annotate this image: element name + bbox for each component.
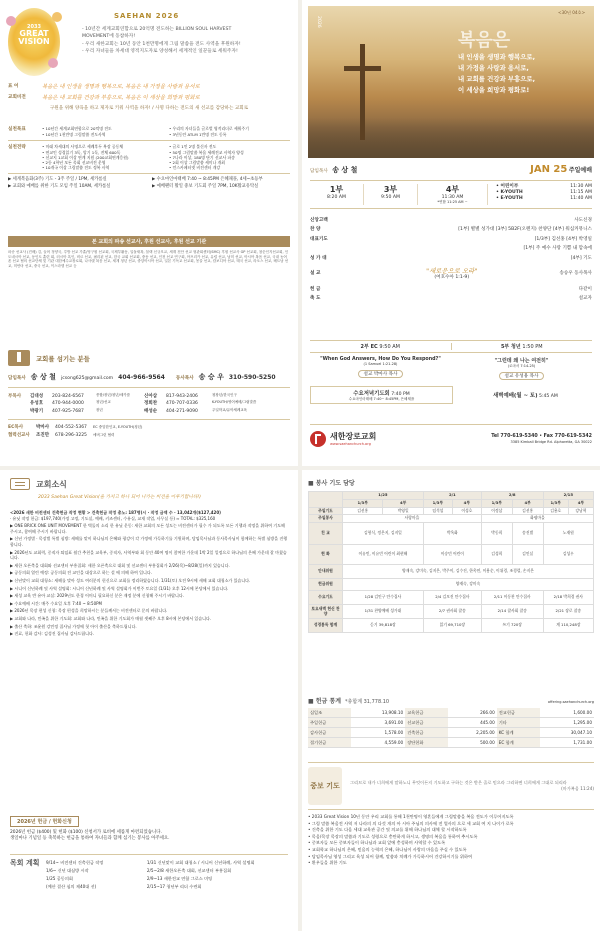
cell: 선교헌금 [405,718,448,728]
cell: 2/14 찰사회 찰송 [481,605,543,619]
staff-role: 장년 [96,407,103,412]
offering-request-line: 2026년 헌금 ($400) 및 헌화 ($100) 신청서가 로비에 세롭게 마련되었습니다. [10,830,162,835]
cell: 사랑마을 [343,515,482,523]
finance-table [308,708,594,748]
prayer-item: • 환우들을 위한 기도 [308,860,347,866]
cell: 2,205.00 [448,728,496,738]
pastors-block: 교회를 섬기는 분들 담임목사 송 상 철 jcsong625@gmail.com 404-966-9564 동사목사 송 승 우 310-590-5250 부목사 김대성 203-824-6567 종합/장년/청년/세카룸 신아삼 817-943-2406 청장년/한국인구 유성호 470-944-0000 청년/선교 정희찬 470-707-0336 K-YOUTH/영어예배/그림말씀 박광기 407-925-7687 장년 배성순 404-271-9090 주일학교/유아세례교육 EC목사 박마사 404-552-5367 EC 중앙한인교, E-YOUTH(청년) 협력선교사 조진만 678-296-3225 에버그린 협력 [8,350,290,439]
senior-pastor-label: 담임목사 [8,376,26,381]
staff-role: 청장년/한국인구 [212,393,237,397]
cell: 1,600.00 [540,708,594,718]
pastors-title: 교회를 섬기는 분들 [36,354,90,363]
pastoral-schedule [10,854,288,891]
assoc-pastor-label: 동사목사 [175,376,194,381]
date-header: 2/15 [543,492,593,500]
table-row [309,515,594,523]
staff-phone: 470-707-0336 [166,401,198,407]
cell: 강남혁 [568,507,593,515]
order-label [310,244,344,253]
cell: 박옥화 [423,523,481,545]
service-date-label: 주일예배 [568,167,592,174]
cell: 임석섭 [423,507,452,515]
missionary-block [8,236,290,338]
blessing-right: 설교자 [578,296,592,302]
service-4 [418,184,488,205]
schedule-item: 2/15~17 청년부 리더 수련회 [146,884,202,889]
prayer-quote: 그리므로 내가 너희에게 말하노니 무엇이든지 기도하고 구하는 것은 받은 줄로 믿으라 그리하면 너희에게 그대로 되리라 [350,780,567,785]
practice-item: • 10년간 세계교회연합으로 20억명 전도 [42,126,112,131]
cell: 김용호 [543,507,568,515]
youth-service-time: 11:40 AM [570,196,592,202]
cell: 송진별 [512,523,543,545]
table-row [309,523,594,545]
motto-block [8,82,290,115]
row-label: 수요기도 [309,591,343,605]
finance-url[interactable]: offering.saehanchurch.org [547,700,594,704]
cell: 3,691.00 [351,718,405,728]
cell: 교육헌금 [405,708,448,718]
order-text: [1부] 주 예수 사랑 기쁨 내 맘속에 [523,246,592,252]
offering-request-line: 생일마나 기념일 등 축복하는 헌금을 통하여 자녀들과 함께 섬기는 봉사를 아주세요. [10,836,170,841]
order-label: 신앙고백 [310,218,328,223]
ec-service-label: 2부 EC [360,344,378,350]
table-row [309,545,594,565]
news-item: ▶ 출산 축하: 조윤원 강민정 집사님 가정에 첫 아이 출산을 축하드립니다. [10,623,137,629]
order-label: 찬 양 [310,227,321,233]
date-header: 2/1 [423,492,481,500]
vision-line: - 우리 새한교회는 10년 동안 1천만명에게 그림 말씀을 전도 사역을 후원하자! [82,41,241,47]
prayer-item: • 중보자들 모든 중보자들이 하나님과 교회 앞에 충성하며 사역할 수 있도록 [308,840,446,846]
table-row [309,579,594,591]
subcol: 1/3부 [481,499,512,507]
assoc-pastor-name: 송 승 우 [198,373,224,381]
cell: 화평마을 [481,515,593,523]
news-item: ▶ 2026년 목장 편성 신청: 목장 편성을 희망하시는 분들께서는 비전센터로 문의 바랍니다. [10,608,168,614]
cell: 건축헌금 [405,728,448,738]
mission-statement: 구원을 위해 양육을 하고 제자로 키워 사역을 하자! / 사명 다하는 전도의 새 선교를 감당하는 교회로 [49,106,249,111]
staff-name: 신아삼 [144,394,158,399]
order-label: 대표기도 [310,236,328,242]
news-icon [10,478,30,490]
service-name: 3부 [383,185,398,194]
order-text: [1부] 별별 성가대 [3부] 5B2F(오렌지) 찬양단 [4부] 워십커뮤니스 [458,227,592,233]
cell: 김인실 [512,545,543,565]
table-row [309,507,594,515]
table-row [308,728,594,738]
prayer-meeting: ▶ 예배팬터 활일 중보 기도회 주일 7PM, 10K활교유탁실 [152,184,259,190]
page-worship [302,0,600,466]
church-logo-icon [310,431,326,447]
ec-sermon-ref: (1 Samuel 1:21-28) [363,362,398,366]
service-roles-table [308,491,594,633]
church-address: 3385 Kimball Bridge Rd. Alpharetta, GA 30022 [510,440,592,445]
cell: 이정삼 [481,507,512,515]
hero-line: 이 세상을 희망과 평화로! [458,86,530,94]
prayer-meeting: ▶ 수요마인마태배 7:40 ~ 8:45PM 은혜채플, 4세~초등부 [152,177,263,183]
cell: 266.00 [448,708,496,718]
staff-name: 김대성 [30,394,44,399]
service-note: *연합 11:25 AM ~ [437,200,468,204]
service-name: 4부 [445,185,460,194]
cell: 절기헌금 [308,738,351,748]
hero-line: 내 인생을 생명과 행복으로, [458,53,536,61]
youth-services [488,184,592,205]
strategy-item: • 연교인 성경읽기 3독, 암기 1독, 전체 600독 [42,149,121,155]
cell: 전교헌금 [497,708,540,718]
cell: 2/18 박희경 권사 [543,591,593,605]
table-row [308,738,594,748]
senior-pastor-phone: 404-966-9564 [118,374,165,381]
prayer-reference: (마가복음 11:24) [561,786,594,791]
prayer-item: • 목음/목장 목장의 말씀과 기도로 성령으로 충만하게 하시고, 생명의 복음을 통하여 추시도록 [308,833,478,839]
youth-service-label: 5부 청년 [500,344,521,350]
ec-pastor-phone: 404-552-5367 [55,425,87,431]
motto-text: 복음은 내 인생을 생명과 행복으로, 복음은 내 가정을 사랑과 용서로 [42,84,200,90]
cell: EC 합계 [497,738,540,748]
cell: 장단헌화 [405,738,448,748]
prayer-item: • 교회학교 하나님의 은혜, 믿음의 능력의 은혜, 하나님이 사랑의 마음을 주실 수 있도록 [308,846,467,852]
news-item: ▶ 시니어 신년하례 및 사역 설명회: 시니어 신년하례 및 사역 설명회가 이번주 토요일 (1/31) 오후 12시에 본당에서 있습니다. [10,585,229,591]
staff-phone: 817-943-2406 [166,394,198,399]
service-time: 9:50 AM [381,195,400,200]
youth-service-time: 1:50 PM [522,344,543,350]
hero-line: 내 교회를 건강과 부흥으로, [458,75,536,83]
news-header [10,478,288,504]
ec-sermon-title: "When God Answers, How Do You Respond?" [320,357,441,362]
church-vision-text: 복음은 내 교회를 건강과 부흥으로, 복음은 이 세상을 희망과 평화로 [42,95,200,101]
pastor-name: 송 상 철 [332,166,358,174]
strategy-item: • 2등 4학년 모든 목회 선교비전 운영 [42,160,106,166]
table-row [308,708,594,718]
strategy-item: • 언스카페터넷 비전센터 개강 [169,165,221,171]
hero-line: 내 가정을 사랑과 용서로, [458,64,529,72]
hero-image [308,6,594,158]
great-vision-logo [8,8,60,76]
news-item: · 유닛 작정 헌금: $197,740(가정 고정, 기도실, 예배, 키즈센터, 수유실, 교재 작업, 사무실 등) ≈ TOTAL: $325,160 [10,515,216,521]
church-name: 새한장로교회 [330,432,377,442]
senior-pastor-name: 송 상 철 [30,373,56,381]
news-item: ▶ 2026년도 교회력, 중직자 퇴임표 월간 추천을 교육부, 중직자, 사역부와 회 동안 40여 명이 참여한 가운데 1박 2일 일정으로 하나님의 은혜 가운데 잘 마쳤습니다. [10,549,287,561]
cell: 2/11 이동찬 안수집사 [481,591,543,605]
service-name: 1부 [329,185,344,194]
finance-title: 헌금 통계 [315,698,342,705]
staff-phone: 470-944-0000 [52,401,84,407]
subcol: 4부 [568,499,593,507]
subcol: 4부 [383,499,423,507]
row-label: 주일기도 [309,507,343,515]
cell: 이숭민 어린이 [423,545,481,565]
staff-role: 종합/장년/청년/세카룸 [96,393,130,397]
sermon-reference: (여호수아 1:1-9) [434,275,470,281]
cell: 김성우 [543,545,593,565]
prayer-item: • 그림 말씀 복음전 사역 저 나라의 의 다섯 개의 아 시아 주님의 의사에 전 열사의 으로 세 교회 여 지 나이가 로록 [308,820,514,826]
strategy-item: • 2회 이상 그림말씀 세미나 개최 [169,160,226,166]
staff-role: 주일학교/유아세례교육 [212,407,247,412]
cell: 노재원 [543,523,593,545]
service-time: 11:30 AM [441,195,464,200]
schedule-item: 1/6~ 신년 대심방 시작 [46,868,89,873]
page-vision [0,0,298,466]
missionary-title: 본 교회의 파송 선교사, 후원 선교사, 후원 선교 기관 [8,236,290,247]
cell: 2/4 김모진 안수집사 [423,591,481,605]
service-1 [310,184,364,205]
cell: 쓰기 720장 [481,619,543,633]
subcol: 4부 [512,499,543,507]
cell: 김선홍 [512,507,543,515]
cell: 이성호 [452,507,481,515]
wednesday-prayer-time: 7:40 PM [391,391,410,397]
cell: 읽기 69,710장 [423,619,481,633]
ec-pastor-role: EC 중앙한인교, E-YOUTH(청년) [92,425,143,430]
date-header: 2/8 [481,492,543,500]
offering-request [10,816,288,842]
schedule-item: 1/25 공동의회 [46,876,73,881]
cell: 이유민, 이유빈 어린이 최현해 [343,545,424,565]
cell: 김형식, 정은지, 김지일 [343,523,424,545]
church-footer: 새한장로교회 www.saehanchurch.org Tel 770-619-5340 • Fax 770-619-5342 3385 Kimball Bridge Rd. Alpharetta, GA 30022 [310,424,592,447]
service-roles: ■ 봉사 기도 담당 1/25 2/1 2/8 2/15 1/3부 4부 1/3부 4부 1/3부 4부 1/3부 4부 주일기도 김선홍 박영일 임석섭 이성호 이정삼 김선홍 김용호 강남혁 주일봉사 사랑마을 화평마을 친 교 김형식, 정은지, 김지일 박옥화 박동희 송진별 노재원 헌 화 이유민, 이유빈 어린이 최현해 이숭민 어린이 김성희 김인실 김성우 안내위원 양재숙, 강미숙, 김지은, 박주이, 김수진, 한옥연, 이용순, 이위경, 조경렬, 손지은 헌금위원 양재숙, 강미숙 수요기도 1/28 김인구 안수집사 2/4 김모진 안수집사 2/11 이동찬 안수집사 2/18 박희경 권사 토요새벽 헌신 찬양 1/31 찬양예배 성가대 2/7 권사회 찰송 2/14 찰사회 찰송 2/21 장로 찰송 성경통독 합계 듣기 39,818장 읽기 69,710장 쓰기 720장 계 110,248장 [308,478,594,633]
cell: 1,578.00 [351,728,405,738]
finance-block: ■ 헌금 통계 *총합계 31,778.10 offering.saehanchurch.org 십일조 13,908.10 교육헌금 266.00 전교헌금 1,600.00 주일헌금 3,691.00 선교헌금 445.00 기타 1,295.00 감사헌금 1,578.00 건축헌금 2,205.00 KC 합계 30,047.10 절기헌금 4,559.00 장단헌화 500.00 EC 합계 1,731.00 [308,696,594,748]
service-time: 8:20 AM [327,195,346,200]
practice-item: • 우리의 자녀들을 글로벌 영적리더로 세워주기 [169,126,249,131]
news-item: ▶ 수요예배 시간: 매주 수요일 오후 7:40 ~ 8:50PM [10,600,103,606]
ec-pastor-label: EC목사 [8,425,24,431]
staff-phone: 407-925-7687 [52,408,84,414]
vision-lines [82,26,292,56]
finance-total: *총합계 31,778.10 [345,699,390,705]
cross-icon [360,44,365,140]
cell: 4,559.00 [351,738,405,748]
strategy-item: • 선교지 1교회 이상 연계 지원 (200교회연계응원) [42,154,129,160]
coop-missionary-label: 협력선교사 [8,432,30,438]
church-icon [8,350,30,366]
cell: 감사헌금 [308,728,351,738]
order-label: 성 가 대 [310,255,327,261]
news-item: ▶ 새성 교육 반 유아 교실: 2029년도 한경 어머니 필요하신 분은 재정 분에 신청해 주시기 바랍니다. [10,593,185,599]
news-item: ▶ 교회와 나라, 민족을 위한 기도회: 교회와 나라, 민족을 위한 기도회가 매월 셋째주 오후 8시에 본당에서 있습니다. [10,615,212,621]
coop-missionary-phone: 678-296-3225 [55,432,87,438]
strategy-item: • 미래 차세대의 사명으로 세례후두 복장 공동체 [42,144,124,150]
youth-service-name: • E-YOUTH [496,196,523,202]
vision-line: - 우리 자녀들을 차세대 영적지도자로 양성해서 세계적인 일꾼들로 세워주자! [82,49,238,55]
church-tel: Tel 770-619-5340 [491,434,538,440]
staff-role: K-YOUTH/영어예배/그림말씀 [212,400,257,405]
cell: 박동희 [481,523,512,545]
vision-line: - 10년간 세계교회연합으로 20억명 전도하는 BILLION SOUL HARVEST [82,27,232,32]
cell: 1,295.00 [540,718,594,728]
ec-youth-services [310,340,592,404]
youth-service-name: • K-YOUTH [496,190,523,196]
vision-year: 2033 [27,24,41,30]
table-row [308,718,594,728]
ec-pastor-name: 박마사 [36,425,50,431]
news-item: ▶ 진료, 헌화 감사: 김성진 집사님 감사드립니다. [10,631,95,637]
prayer-meeting: ▶ 세계복음화(3주) 기도 - 3주 주일 / 1PM, 세카룸실 [8,177,107,183]
service-3 [364,184,418,205]
church-vision-label: 교회비전 [8,95,26,100]
staff-role: 청년/선교 [96,400,111,405]
staff-phone: 203-824-6567 [52,394,84,399]
strategy-item: • 50명 그림말씀 복음 세례전교 사역자 양성 [169,149,244,155]
service-roles-title: 봉사 기도 담당 [315,480,355,487]
news-list [10,510,288,808]
row-label: 안내위원 [309,565,343,579]
cell: 13,908.10 [351,708,405,718]
coop-missionary-name: 조진만 [36,432,50,438]
news-item: ▶ 새한 오픈축을 대회와 선교센터 부흥집회: 새한 오픈축으로 대회 및 선교센터 부흥집회가 2/26(목)~8/28(일)까지 있습니다. [10,562,230,568]
hero-title: 복음은 [458,30,511,51]
subcol: 1/3부 [343,499,383,507]
cell: 주일헌금 [308,718,351,728]
row-label: 성경통독 합계 [309,619,343,633]
practice-item: • 3년동안 ATLM 1만명 전도 동록 [169,132,227,138]
news-item: ▶ 공동의회 열린 예정: 공동의회 전 교인을 대상으로 하는 설 에 의해 하여 입니다. [10,570,153,576]
strategy-label: 실천전략 [8,145,26,151]
table-row [309,565,594,579]
youth-service-time: 11:15 AM [570,190,592,196]
offering-right: 다같이 [578,287,592,293]
practice-label: 실천목표 [8,127,26,132]
vision-line: MOVEMENT에 동참하자! [82,34,136,40]
youth-service-time: 11:30 AM [570,184,592,189]
cell: 기타 [497,718,540,728]
cell: 양재숙, 강미숙, 김지은, 박주이, 김수진, 한옥연, 이용순, 이위경, 조경렬, 손지은 [343,565,594,579]
cell: 김선홍 [343,507,383,515]
strategy-item: • 글로 1인 2명 불신자 전도 [169,144,217,150]
motto-label: 표 어 [8,84,19,89]
order-text: [1/3부] 김선홍 [4부] 박영일 [534,236,592,242]
page-service-roles [302,470,600,931]
wednesday-prayer-note: 수요마인마태배 7:40~ 8:45PM, 은혜채플 [348,396,415,401]
order-right: [4부] 기도 [570,255,592,261]
schedule-item: 2/9~13 새한전교 연합 그로스 미팅 [146,876,213,881]
row-label: 헌 화 [309,545,343,565]
cell: 십일조 [308,708,351,718]
cell: 445.00 [448,718,496,728]
prayer-item: • 담임목사님 영성 그리고 육성 되어 함께, 말씀과 치례가 가득하시어 건강하시기를 위하여 [308,853,473,859]
row-label: 헌금위원 [309,579,343,591]
youth-sermon-ref: (로마서 7:14-25) [507,364,536,368]
youth-preacher-badge: 설교 유성용 목사 [499,372,545,380]
schedule-item: 1/31 신년맞이 교회 대청소 / 시니어 신년하례, 사역 설명회 [146,860,255,865]
strategy-item: • 7나라 이상, 180명 단기 선교사 파송 [169,154,235,160]
dawn-service-time: 5:45 AM [539,393,558,399]
missionary-list: 파송 선교사 (진배) 김, 들어 정양국, 루방 선교 가훈/영구원 선교회, 국제부활동, 일돌새복, 블랙 신규모교, 세계 천안 선교 형관회센터(SMC) 후원 선교사 GP 선교회, 참순인지선교회, 인도네시아 선교, 동인도 훈련 회, 러시아 흑인, 비르 선교, 필리핀 선교, 한국 교회 선교회, 중동 선교, 인천 선교 연구회, 아프리카 선교, 유럽 선교, 남미 선교, 아시아 복음 선교, 국내 농어촌 선교 협의 선교단체 및 기관 대한예수교장로회, 나사렛 복음 선교, 세계 청년 선교, 중앙아시아 선교, 일본 기독교 선교회, 몽골 선교, 캄보디아 선교, 태국 선교, 라오스 선교, 베트남 선교, 미얀마 선교, 중국 선교, 이스라엘 선교 등 [8,250,289,268]
church-fax: Fax 770-619-5342 [543,434,592,440]
youth-service-name: • 어린이부 [496,184,519,189]
news-item: ▶ 신년 가정별 · 목장별 특별 심방: 새해를 맞이 하나님의 은혜와 평강이 각 가정에 가득하기를 기원하며, 담임목사님과 동사목사님이 함께하는 특별 심방을 진행합니다. [10,536,288,547]
service-header [310,164,592,209]
prayer-item: • 2033 Great Vision 10년 동안 우리 교회를 통해 1천만명이 영혼들에게 그림말씀을 복음 전도가 이루어지도록 [308,814,514,819]
youth-sermon-title: "그런데 왜 나는 여전히" [494,358,549,364]
subcol: 4부 [452,499,481,507]
sermon-title: "새로운으로 오라" [426,267,478,276]
service-date: JAN 25 [530,164,568,175]
cell: KC 합계 [497,728,540,738]
dawn-service: 새벽예배(월 ~ 토) [493,392,538,399]
strategy-item: • 10개국 이상 그림말씀 전도 정복 사역 [42,165,110,171]
staff-name: 박광기 [30,408,44,414]
news-item: <2026 새한 비전센터 건축헌금 작정 현황 > 건축헌금 작정 총노: 187명(시 · 작정 금액 수 · 13,042개($127,420) [10,510,221,515]
date-header: 1/25 [343,492,424,500]
prayer-item: • 건축을 위한 기도 다음 세대 교육관 공간 및 의교를 위해 하나님의 대체 할 시작하도록 [308,827,467,833]
cell: 2/21 장로 찰송 [543,605,593,619]
subcol: 1/3부 [543,499,568,507]
cell: 1/28 김인구 안수집사 [343,591,424,605]
staff-phone: 404-271-9090 [166,408,198,414]
staff-name: 배성순 [144,408,158,414]
news-item: ▶ ONE BRICK ONE UNIT MOVEMENT 한 벽돌의 소리 한 유닛 운동: 새한 교회의 모든 성도는 비전센터가 필수 가 되도록 모든 기행과 작정을 위하여 기도해 주시고, 참여해 주시기 바랍니다. [10,523,285,534]
subcol: 1/3부 [423,499,452,507]
cell: 계 110,248장 [543,619,593,633]
cell: 김성희 [481,545,512,565]
news-title: 교회소식 [36,479,67,489]
row-label: 주일봉사 [309,515,343,523]
cell: 박영일 [383,507,423,515]
bulletin-year: 2026 [316,16,321,28]
order-of-worship: 신앙고백 사도신경 찬 양 [1부] 별별 성가대 [3부] 5B2F(오렌지) 찬양단 [4부] 워십커뮤니스 대표기도 [1/3부] 김선홍 [4부] 박영일 [1부] 주 예수 사랑 기쁨 내 맘속에 성 가 대 [4부] 기도 설 교 "새로운으로 오라" (여호수아 1:1-9) 송승우 동사목사 헌 금 다같이 축 도 설교자 [310,216,592,304]
cell: 1/31 찬양예배 성가대 [343,605,424,619]
schedule-item: (예산 결산 심의 제40대 선) [46,884,97,889]
church-url[interactable]: www.saehanchurch.org [330,442,371,447]
blessing-label: 축 도 [310,296,321,302]
issue-number: <30년 04호> [558,10,586,15]
cell: 2/7 권사회 찰송 [423,605,481,619]
cell: 30,047.10 [540,728,594,738]
schedule-item: 2/5~2/8 새한오픈축 대회, 선교센터 부흥집회 [146,868,232,873]
table-row [309,619,594,633]
offering-request-title: 2026년 헌금 / 헌화신청 [10,816,79,827]
practice-item: • 10년간 1천만명 그림말씀 전도사역 [42,132,106,138]
wednesday-prayer: 수요저녁기도회 [353,390,390,397]
schedule-label: 목회 계획 [10,859,40,867]
vision-title: GREAT VISION [18,29,50,46]
pastor-label: 담임목사 [310,169,328,174]
practice-block [8,126,290,190]
table-row [309,605,594,619]
order-right: 사도신경 [574,218,592,223]
row-label: 친 교 [309,523,343,545]
cell: 듣기 39,818장 [343,619,424,633]
cell: 500.00 [448,738,496,748]
cell: 1,731.00 [540,738,594,748]
table-row [309,591,594,605]
cell: 양재숙, 강미숙 [343,579,594,591]
news-subtitle: 2033 Saehan Great Vision(을 가지고 하나 되어 나가는 비전을 이루기합니다!) [38,495,201,500]
ec-preacher-badge: 설교 박마사 목사 [358,370,404,378]
coop-missionary-role: 에버그린 협력 [92,432,115,437]
staff-name: 정희찬 [144,401,158,407]
offering-label: 헌 금 [310,287,321,293]
saehan-header: SAEHAN 2026 [114,12,180,20]
staff-name: 유성호 [30,401,44,407]
prayer-meeting: ▶ 교회와 예배를 위한 기도 모임 주일 10AM, 세카룸실 [8,184,111,190]
page-news [0,470,298,931]
ec-service-time: 9:50 AM [379,344,400,350]
schedule-item: 9/14~ 비전센터 건축헌금 작정 [46,860,104,865]
intercession-label: 중보 기도 [308,767,342,805]
news-item: ▶ 신년맞이 교회 대청소: 새해를 맞아 성도 여러분의 헌신으로 교회를 정리하였습니다. 1/31(토) 오전 9시에 새해 교회 대청소가 있습니다. [10,577,251,583]
senior-pastor-email[interactable]: jcsong625@gmail.com [60,376,114,381]
intercession-block [308,762,594,867]
assoc-pastor-phone: 310-590-5250 [228,374,276,381]
row-label: 토요새벽 헌신 찬양 [309,605,343,619]
sermon-preacher: 송승우 동사목사 [559,271,592,277]
